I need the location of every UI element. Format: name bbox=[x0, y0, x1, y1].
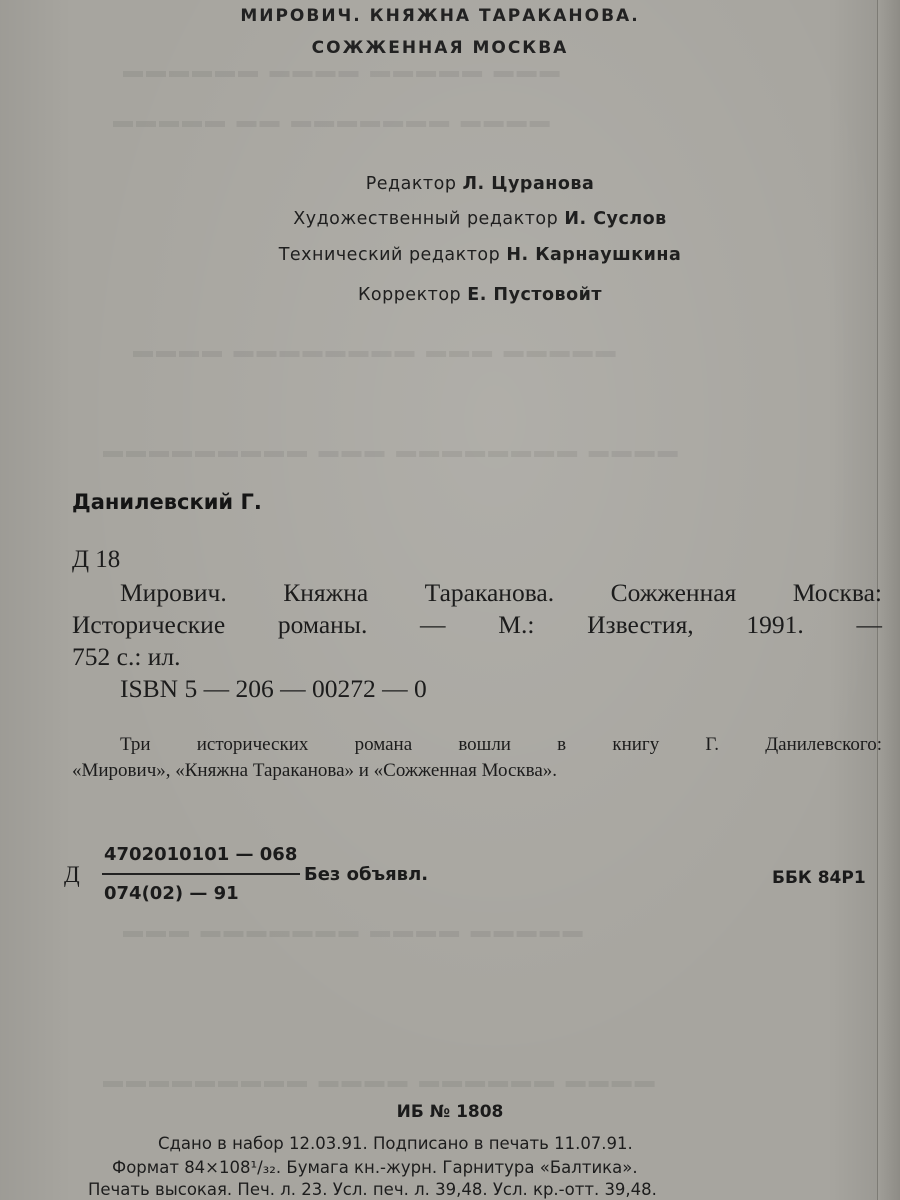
book-title-line-2: СОЖЖЕННАЯ МОСКВА bbox=[311, 38, 569, 58]
colophon-line-1: Сдано в набор 12.03.91. Подписано в печать 11.07.91. bbox=[158, 1134, 633, 1153]
catalog-annotation-line-2: «Мирович», «Княжна Тараканова» и «Сожженная Москва». bbox=[72, 760, 558, 781]
colophon-line-2: Формат 84×108¹/₃₂. Бумага кн.-журн. Гарнитура «Балтика». bbox=[112, 1158, 638, 1177]
credit-art-editor bbox=[0, 209, 900, 229]
show-through-texture: ▬▬▬▬▬ ▬▬▬ ▬▬▬▬▬▬▬▬ ▬▬▬▬ bbox=[130, 340, 616, 362]
credit-role: Технический редактор bbox=[278, 245, 501, 265]
colophon-ib: ИБ № 1808 bbox=[396, 1102, 504, 1122]
imprint-numerator: 4702010101 — 068 bbox=[104, 844, 298, 865]
credit-tech-editor bbox=[0, 245, 900, 265]
catalog-isbn: ISBN 5 — 206 — 00272 — 0 bbox=[120, 674, 427, 703]
catalog-line-pages: 752 с.: ил. bbox=[72, 642, 181, 671]
fraction-divider bbox=[102, 873, 300, 875]
book-title-line-1: МИРОВИЧ. КНЯЖНА ТАРАКАНОВА. bbox=[240, 6, 640, 26]
credit-name: Е. Пустовойт bbox=[467, 285, 603, 305]
imprint-bbk: ББК 84Р1 bbox=[772, 868, 866, 888]
imprint-letter: Д bbox=[64, 862, 80, 887]
credit-name: И. Суслов bbox=[564, 209, 667, 229]
catalog-code: Д 18 bbox=[72, 546, 121, 573]
show-through-texture: ▬▬▬▬ ▬▬▬▬▬▬ ▬▬▬▬ ▬▬▬▬▬▬▬▬▬ bbox=[100, 1070, 655, 1092]
credit-role: Корректор bbox=[357, 285, 462, 305]
show-through-texture: ▬▬▬▬ ▬▬▬▬▬▬▬▬ ▬▬▬ ▬▬▬▬▬▬▬▬▬ bbox=[100, 440, 678, 462]
catalog-annotation-line-1: Три исторических романа вошли в книгу Г. Данилевского: bbox=[120, 734, 882, 755]
credit-name: Л. Цуранова bbox=[462, 174, 595, 194]
catalog-line-publisher: Исторические романы. — М.: Известия, 1991. — bbox=[72, 610, 882, 639]
credit-name: Н. Карнаушкина bbox=[506, 245, 682, 265]
credit-role: Художественный редактор bbox=[293, 209, 559, 229]
show-through-texture: ▬▬▬ ▬▬▬▬▬ ▬▬▬▬ ▬▬▬▬▬▬ bbox=[120, 60, 560, 82]
show-through-texture: ▬▬▬▬ ▬▬▬▬▬▬▬ ▬▬ ▬▬▬▬▬ bbox=[110, 110, 550, 132]
credit-role: Редактор bbox=[365, 174, 457, 194]
show-through-texture: ▬▬▬▬▬ ▬▬▬▬ ▬▬▬▬▬▬▬ ▬▬▬ bbox=[120, 920, 583, 942]
imprint-denominator: 074(02) — 91 bbox=[104, 883, 239, 904]
credit-editor bbox=[0, 174, 900, 194]
catalog-line-title: Мирович. Княжна Тараканова. Сожженная Москва: bbox=[120, 578, 882, 607]
colophon-line-3: Печать высокая. Печ. л. 23. Усл. печ. л. 39,48. Усл. кр.-отт. 39,48. bbox=[88, 1180, 657, 1199]
credit-proofreader bbox=[0, 285, 900, 305]
imprint-note: Без объявл. bbox=[304, 864, 429, 885]
catalog-author: Данилевский Г. bbox=[72, 490, 262, 514]
